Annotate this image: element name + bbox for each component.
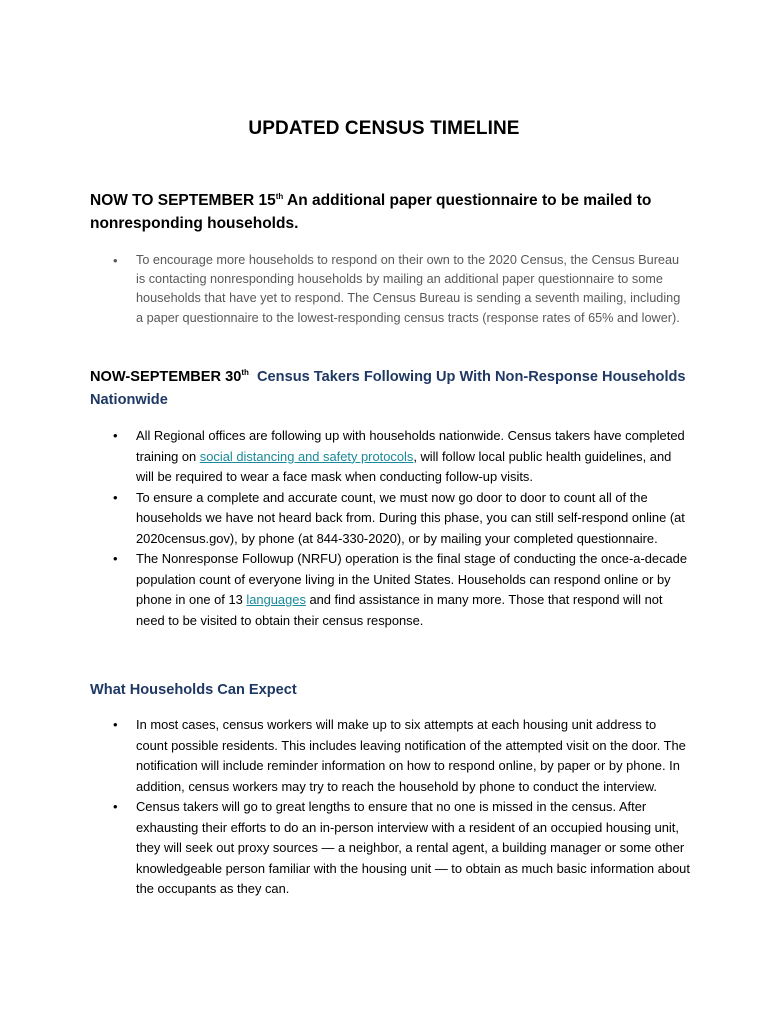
list-item-text: The Nonresponse Followup (NRFU) operation is the final stage of conducting the once-a-decade population count of everyone living in the United States. Households can respond online or by phone in one of 13 [136, 551, 688, 607]
list-item [90, 426, 690, 488]
languages-link[interactable]: languages [246, 592, 306, 607]
bullet-icon: • [113, 799, 118, 814]
bullet-icon: • [113, 717, 118, 732]
bullet-icon: • [113, 428, 118, 443]
heading-text: An additional paper questionnaire to be mailed to nonresponding households. [90, 192, 652, 232]
safety-protocols-link[interactable]: social distancing and safety protocols [199, 448, 414, 464]
heading-date: NOW TO SEPTEMBER 15 [90, 192, 276, 209]
bullet-icon: • [113, 489, 118, 505]
section3-bullet-list [90, 715, 690, 900]
heading-ordinal: th [241, 368, 249, 378]
section-heading-now-to-sept-15 [90, 189, 690, 235]
list-item-text: To ensure a complete and accurate count, we must now go door to door to count all of the households we have not heard back from. During this phase, you can still self-respond online (at 2020census.gov), by phone (at 844-330-2020), or by mailing your completed questionnaire. [136, 489, 685, 546]
list-item-text: In most cases, census workers will make up to six attempts at each housing unit address to count possible residents. This includes leaving notification of the attempted visit on the door. The notification will include reminder information on how to respond online, by paper or by phone. In addition, census workers may try to reach the household by phone to conduct the interview. [136, 717, 686, 794]
list-item-text: To encourage more households to respond on their own to the 2020 Census, the Census Bureau is contacting nonresponding households by mailing an additional paper questionnaire to some households that have yet to respond. The Census Bureau is sending a seventh mailing, including a paper questionnaire to the lowest-responding census tracts (response rates of 65% and lower). [136, 253, 681, 325]
list-item [90, 251, 690, 328]
list-item-text: Census takers will go to great lengths to ensure that no one is missed in the census. After exhausting their efforts to do an in-person interview with a resident of an occupied housing unit, they will seek out proxy sources — a neighbor, a rental agent, a building manager or some other knowledgeable person familiar with the housing unit — to obtain as much basic information about the occupants as they can. [136, 799, 690, 896]
section2-bullet-list [90, 426, 690, 631]
list-item [90, 715, 690, 797]
section1-bullet-list [90, 251, 690, 328]
list-item-text: and find assistance in many more. Those that respond will not need to be visited to obtain their census response. [136, 592, 663, 628]
section-heading-now-sept-30 [90, 366, 690, 412]
list-item-text: All Regional offices are following up with households nationwide. Census takers have completed training on [136, 428, 685, 464]
bullet-icon: • [113, 253, 118, 268]
heading-date: NOW-SEPTEMBER 30 [90, 369, 242, 385]
list-item-text: , will follow local public health guidelines, and will be required to wear a face mask when conducting follow-up visits. [136, 448, 672, 484]
list-item [90, 488, 690, 550]
section-heading-what-households-can-expect: What Households Can Expect [90, 682, 297, 698]
document-title: UPDATED CENSUS TIMELINE [248, 118, 520, 139]
list-item [90, 797, 690, 900]
heading-text: Census Takers Following Up With Non-Response Households Nationwide [90, 369, 686, 408]
list-item [90, 549, 690, 631]
heading-ordinal: th [275, 191, 284, 201]
bullet-icon: • [113, 551, 118, 566]
